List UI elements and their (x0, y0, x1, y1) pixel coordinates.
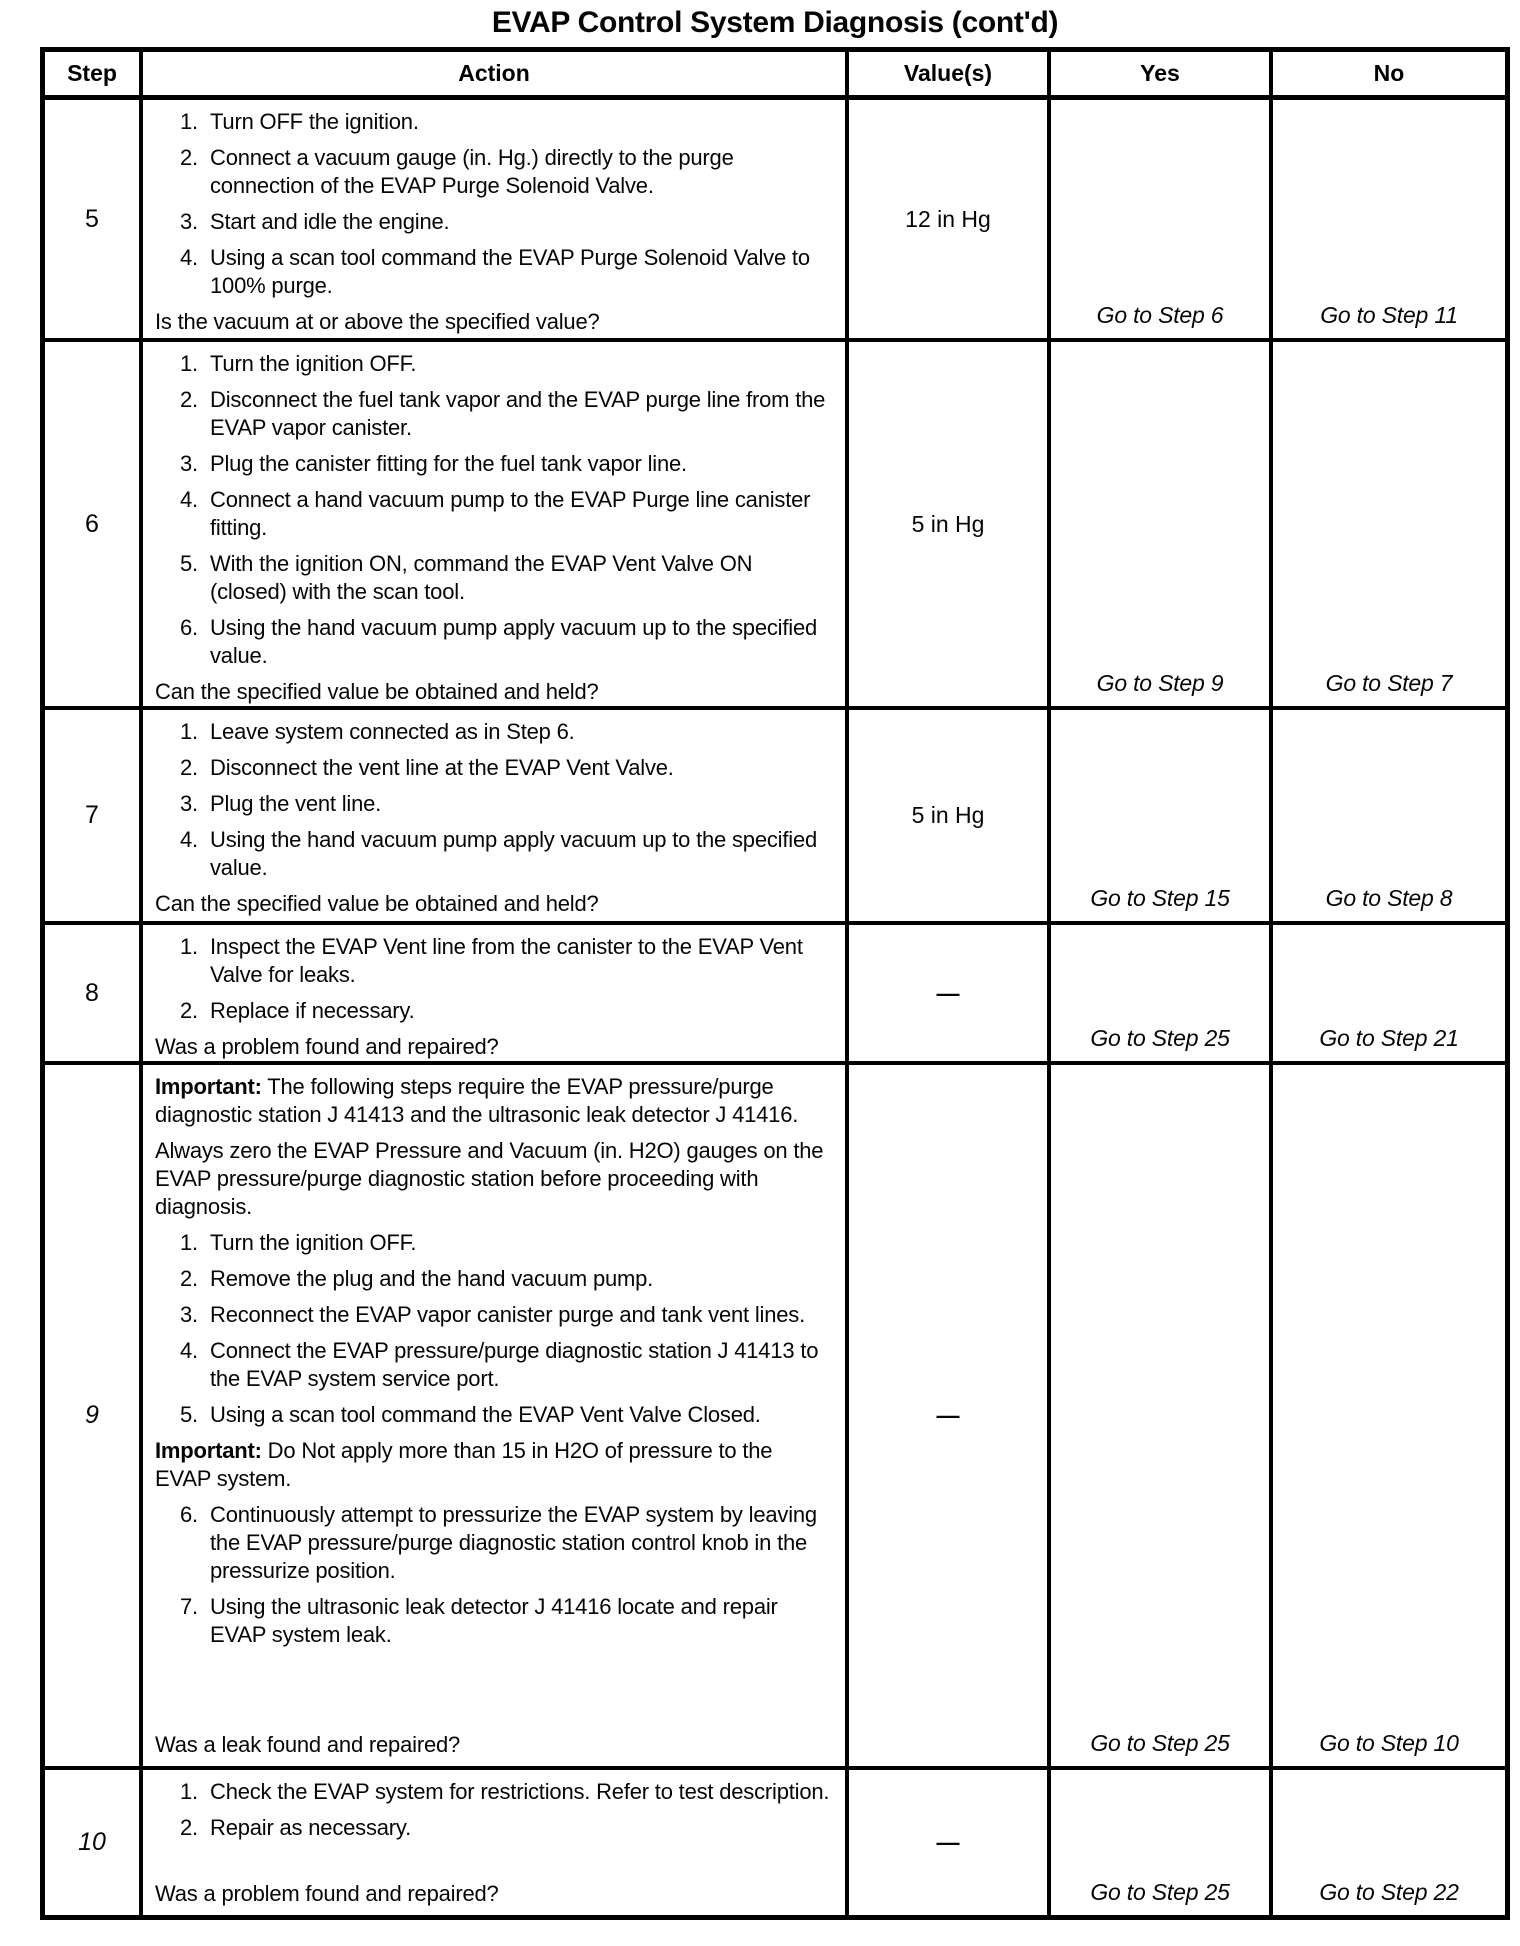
no-cell (1273, 342, 1505, 706)
step-number: 9 (85, 1401, 99, 1429)
value-cell (849, 100, 1051, 338)
no-goto-text: Go to Step 21 (1319, 1025, 1459, 1051)
action-item-text: With the ignition ON, command the EVAP Vent Valve ON (closed) with the scan tool. (210, 551, 753, 604)
page-title: EVAP Control System Diagnosis (cont'd) (491, 6, 1059, 39)
action-item-number: 2. (180, 387, 198, 412)
action-item-text: Continuously attempt to pressurize the EVAP system by leaving the EVAP pressure/purge diagnostic station control knob in the pressurize position. (210, 1502, 817, 1583)
action-item-text: Using the ultrasonic leak detector J 41416 locate and repair EVAP system leak. (210, 1594, 778, 1647)
action-item-number: 3. (180, 791, 198, 816)
value-text: — (936, 979, 960, 1006)
action-item-text: Plug the canister fitting for the fuel tank vapor line. (210, 451, 687, 476)
action-item-text: Replace if necessary. (210, 998, 415, 1023)
action-cell (143, 100, 849, 338)
no-cell (1273, 1065, 1505, 1766)
action-item (155, 450, 831, 478)
action-item-text: Connect the EVAP pressure/purge diagnostic station J 41413 to the EVAP system service port. (210, 1338, 819, 1391)
yes-cell (1051, 100, 1273, 338)
table-header-row (45, 52, 1505, 100)
action-item-text: Using a scan tool command the EVAP Vent Valve Closed. (210, 1402, 761, 1427)
action-item-text: Using the hand vacuum pump apply vacuum up to the specified value. (210, 615, 818, 668)
step-cell (45, 100, 143, 338)
action-item (155, 754, 831, 782)
no-cell (1273, 925, 1505, 1061)
action-item (155, 108, 831, 136)
action-cell (143, 1770, 849, 1915)
action-item-number: 2. (180, 1815, 198, 1840)
action-paragraph (155, 1073, 831, 1129)
action-paragraph-text: The following steps require the EVAP pressure/purge diagnostic station J 41413 and the ultrasonic leak detector J 41416. (155, 1074, 799, 1127)
action-item-number: 1. (180, 109, 198, 134)
action-question: Was a leak found and repaired? (155, 1732, 461, 1757)
action-cell (143, 710, 849, 921)
action-item-number: 2. (180, 998, 198, 1023)
action-item (155, 550, 831, 606)
value-text: 12 in Hg (905, 205, 991, 232)
action-question: Was a problem found and repaired? (155, 1881, 499, 1906)
action-item-number: 5. (180, 1402, 198, 1427)
action-item (155, 718, 831, 746)
table-body (45, 100, 1505, 1915)
action-item-number: 7. (180, 1594, 198, 1619)
action-item-text: Remove the plug and the hand vacuum pump. (210, 1266, 654, 1291)
value-text: — (936, 1402, 960, 1428)
action-item-text: Inspect the EVAP Vent line from the canister to the EVAP Vent Valve for leaks. (210, 934, 803, 987)
action-item-number: 2. (180, 755, 198, 780)
action-item-number: 4. (180, 827, 198, 852)
action-paragraph (155, 1137, 831, 1221)
action-item-text: Start and idle the engine. (210, 209, 450, 234)
action-item-number: 1. (180, 934, 198, 959)
header-values: Value(s) (849, 52, 1051, 95)
action-paragraph-text: Do Not apply more than 15 in H2O of pressure to the EVAP system. (155, 1438, 773, 1491)
header-step: Step (45, 52, 143, 95)
no-cell (1273, 710, 1505, 921)
yes-goto-text: Go to Step 25 (1090, 1025, 1230, 1051)
yes-goto-text: Go to Step 9 (1096, 670, 1224, 696)
action-question: Is the vacuum at or above the specified value? (155, 309, 600, 334)
yes-goto-text: Go to Step 25 (1090, 1879, 1230, 1905)
action-item (155, 1401, 831, 1429)
action-cell (143, 1065, 849, 1766)
step-number: 7 (85, 801, 99, 829)
table-row (45, 100, 1505, 342)
yes-cell (1051, 342, 1273, 706)
action-item-number: 1. (180, 351, 198, 376)
action-item (155, 208, 831, 236)
diagnosis-table (40, 47, 1510, 1920)
action-item (155, 1778, 831, 1806)
action-item (155, 1229, 831, 1257)
action-item-number: 2. (180, 1266, 198, 1291)
header-yes: Yes (1051, 52, 1273, 95)
step-cell (45, 710, 143, 921)
action-paragraph (155, 1437, 831, 1493)
value-cell (849, 1770, 1051, 1915)
action-item (155, 1593, 831, 1649)
action-item-text: Using a scan tool command the EVAP Purge Solenoid Valve to 100% purge. (210, 245, 810, 298)
no-goto-text: Go to Step 11 (1320, 302, 1458, 328)
table-row (45, 342, 1505, 710)
action-item-text: Plug the vent line. (210, 791, 382, 816)
action-item-text: Repair as necessary. (210, 1815, 412, 1840)
step-cell (45, 1770, 143, 1915)
table-row (45, 1770, 1505, 1915)
table-row (45, 710, 1505, 925)
action-item (155, 933, 831, 989)
action-paragraph-text: Always zero the EVAP Pressure and Vacuum (in. H2O) gauges on the EVAP pressure/purge diagnostic station before proceeding with diagnosis. (155, 1138, 824, 1219)
no-cell (1273, 1770, 1505, 1915)
action-item-text: Leave system connected as in Step 6. (210, 719, 575, 744)
no-goto-text: Go to Step 10 (1319, 1730, 1459, 1756)
action-item-number: 1. (180, 1230, 198, 1255)
action-item-text: Disconnect the vent line at the EVAP Vent Valve. (210, 755, 674, 780)
action-item-number: 1. (180, 719, 198, 744)
action-item-text: Turn the ignition OFF. (210, 1230, 417, 1255)
yes-cell (1051, 1065, 1273, 1766)
value-text: 5 in Hg (911, 510, 985, 537)
action-item (155, 790, 831, 818)
action-item-text: Turn the ignition OFF. (210, 351, 417, 376)
step-number: 8 (85, 978, 99, 1007)
value-cell (849, 1065, 1051, 1766)
action-item-text: Check the EVAP system for restrictions. Refer to test description. (210, 1779, 830, 1804)
action-item (155, 1814, 831, 1842)
header-action: Action (143, 52, 849, 95)
value-cell (849, 925, 1051, 1061)
value-cell (849, 342, 1051, 706)
table-row (45, 925, 1505, 1065)
action-item-text: Connect a hand vacuum pump to the EVAP Purge line canister fitting. (210, 487, 811, 540)
yes-cell (1051, 1770, 1273, 1915)
action-item (155, 386, 831, 442)
value-cell (849, 710, 1051, 921)
action-item-number: 1. (180, 1779, 198, 1804)
yes-cell (1051, 925, 1273, 1061)
step-cell (45, 342, 143, 706)
action-cell (143, 342, 849, 706)
action-item-number: 5. (180, 551, 198, 576)
yes-goto-text: Go to Step 6 (1096, 302, 1224, 328)
action-item-number: 3. (180, 1302, 198, 1327)
action-item-number: 4. (180, 487, 198, 512)
action-question: Was a problem found and repaired? (155, 1034, 499, 1059)
action-item (155, 614, 831, 670)
action-item (155, 997, 831, 1025)
action-item (155, 826, 831, 882)
action-item-text: Connect a vacuum gauge (in. Hg.) directly to the purge connection of the EVAP Purge Solenoid Valve. (210, 145, 734, 198)
action-item-number: 3. (180, 451, 198, 476)
action-paragraph-lead: Important: (155, 1074, 262, 1099)
action-item (155, 244, 831, 300)
action-item-number: 6. (180, 1502, 198, 1527)
yes-goto-text: Go to Step 25 (1090, 1730, 1230, 1756)
value-text: — (936, 1829, 960, 1855)
action-item-text: Reconnect the EVAP vapor canister purge and tank vent lines. (210, 1302, 805, 1327)
action-item (155, 350, 831, 378)
value-text: 5 in Hg (911, 802, 985, 828)
action-item-number: 6. (180, 615, 198, 640)
action-item-text: Turn OFF the ignition. (210, 109, 419, 134)
no-goto-text: Go to Step 22 (1319, 1879, 1459, 1905)
step-number: 5 (85, 204, 99, 233)
table-row (45, 1065, 1505, 1770)
action-item-text: Using the hand vacuum pump apply vacuum up to the specified value. (210, 827, 818, 880)
step-number: 6 (85, 509, 99, 538)
action-item-text: Disconnect the fuel tank vapor and the EVAP purge line from the EVAP vapor canister. (210, 387, 826, 440)
no-goto-text: Go to Step 8 (1325, 885, 1453, 911)
no-cell (1273, 100, 1505, 338)
action-item (155, 144, 831, 200)
action-question: Can the specified value be obtained and held? (155, 891, 599, 916)
step-cell (45, 925, 143, 1061)
no-goto-text: Go to Step 7 (1325, 670, 1453, 696)
action-item-number: 3. (180, 209, 198, 234)
step-cell (45, 1065, 143, 1766)
action-item-number: 2. (180, 145, 198, 170)
step-number: 10 (78, 1828, 106, 1856)
action-item (155, 1337, 831, 1393)
action-item (155, 486, 831, 542)
yes-cell (1051, 710, 1273, 921)
action-item (155, 1301, 831, 1329)
action-item-number: 4. (180, 245, 198, 270)
action-item (155, 1265, 831, 1293)
action-question: Can the specified value be obtained and held? (155, 679, 599, 704)
action-item-number: 4. (180, 1338, 198, 1363)
action-paragraph-lead: Important: (155, 1438, 262, 1463)
action-item (155, 1501, 831, 1585)
header-no: No (1373, 60, 1405, 86)
yes-goto-text: Go to Step 15 (1090, 885, 1230, 911)
action-cell (143, 925, 849, 1061)
